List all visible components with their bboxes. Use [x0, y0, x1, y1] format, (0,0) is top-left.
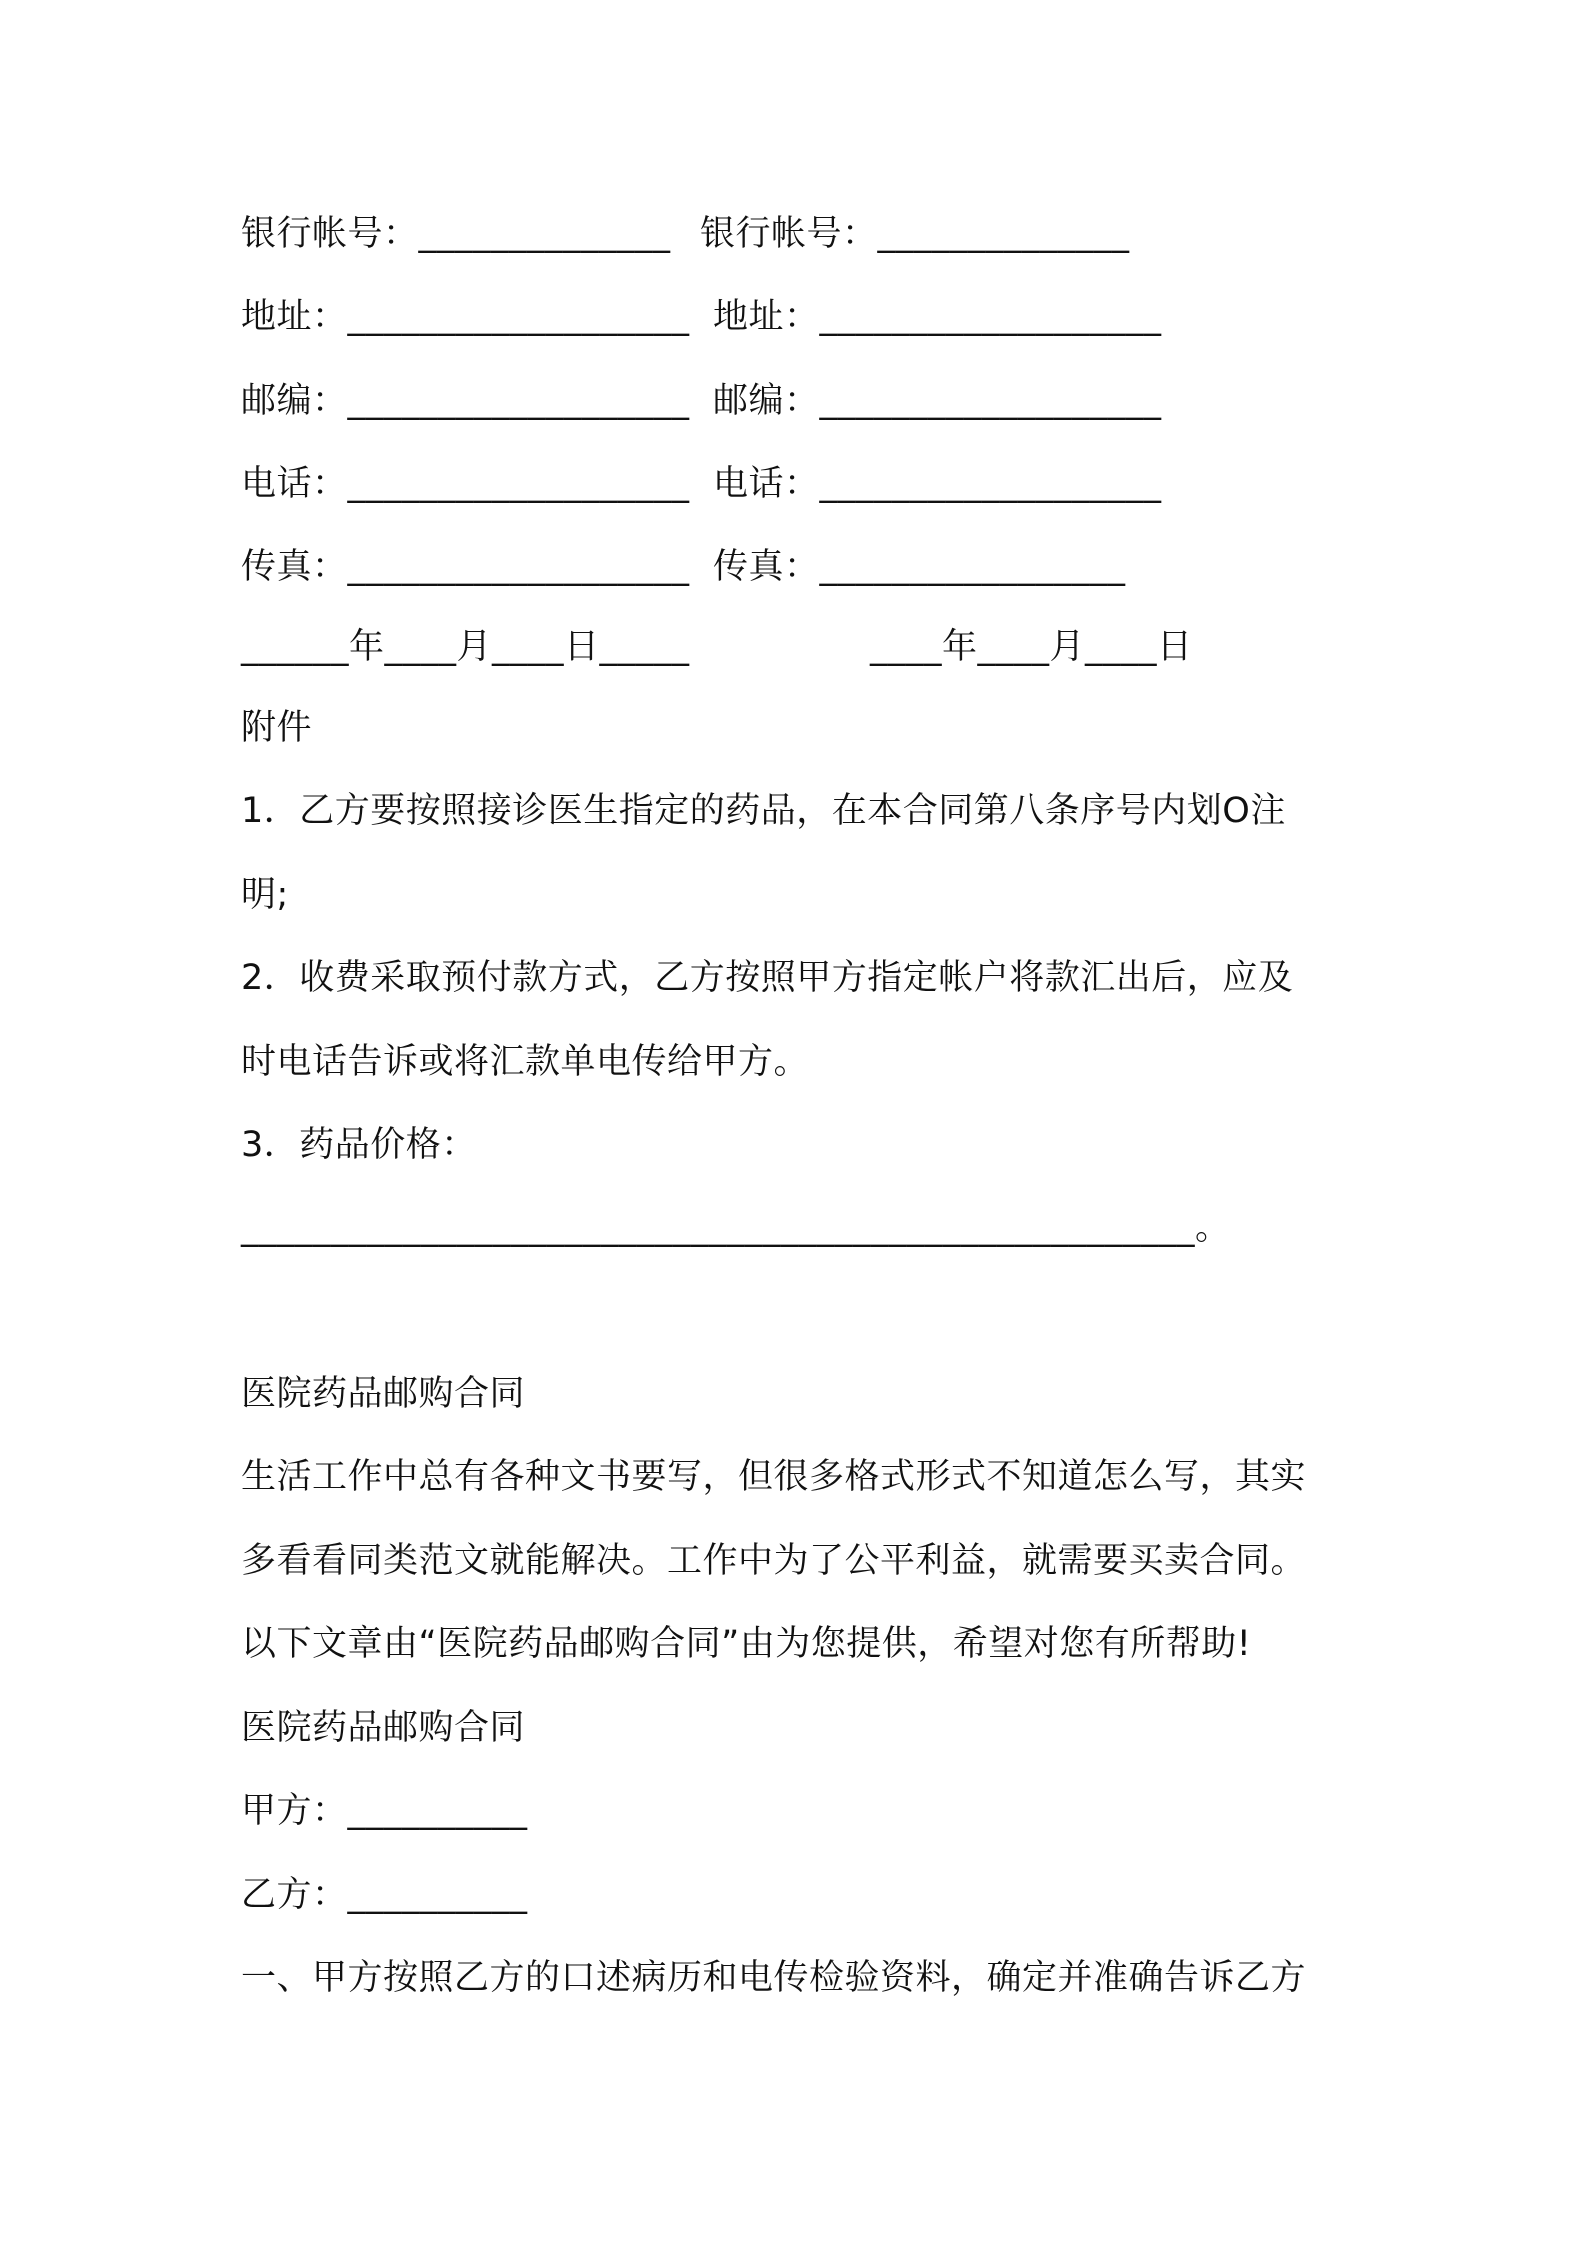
- price-blank-line: _____________________________________________________。: [241, 1208, 1231, 1248]
- phone-right: 电话：___________________: [713, 464, 1162, 504]
- clause-1-line-1: 一、甲方按照乙方的口述病历和电传检验资料，确定并准确告诉乙方: [241, 1958, 1307, 1998]
- bank-account-left: 银行帐号：______________: [241, 214, 671, 254]
- date-left: ______年____月____日_____: [241, 627, 690, 667]
- postcode-left: 邮编：___________________: [241, 381, 690, 421]
- contract-title: 医院药品邮购合同: [241, 1708, 526, 1748]
- address-right: 地址：___________________: [713, 297, 1162, 337]
- phone-left: 电话：___________________: [241, 464, 690, 504]
- party-a-line: 甲方：__________: [241, 1791, 528, 1831]
- intro-line-3: 以下文章由“医院药品邮购合同”由为您提供，希望对您有所帮助!: [241, 1624, 1252, 1664]
- party-b-line: 乙方：__________: [241, 1875, 528, 1915]
- fax-left: 传真：___________________: [241, 547, 690, 587]
- attachment-item-2-line-1: 2．收费采取预付款方式，乙方按照甲方指定帐户将款汇出后，应及: [241, 958, 1294, 998]
- postcode-right: 邮编：___________________: [713, 381, 1162, 421]
- attachment-item-3: 3．药品价格：: [241, 1125, 477, 1165]
- attachment-item-1-line-2: 明;: [241, 875, 289, 915]
- fax-right: 传真：_________________: [713, 547, 1126, 587]
- attachment-item-1-line-1: 1．乙方要按照接诊医生指定的药品，在本合同第八条序号内划O注: [241, 791, 1286, 831]
- date-right: ____年____月____日: [870, 627, 1193, 667]
- attachment-heading: 附件: [241, 708, 313, 748]
- intro-line-1: 生活工作中总有各种文书要写，但很多格式形式不知道怎么写，其实: [241, 1457, 1307, 1497]
- intro-line-2: 多看看同类范文就能解决。工作中为了公平利益，就需要买卖合同。: [241, 1541, 1307, 1581]
- address-left: 地址：___________________: [241, 297, 690, 337]
- bank-account-right: 银行帐号：______________: [700, 214, 1130, 254]
- attachment-item-2-line-2: 时电话告诉或将汇款单电传给甲方。: [241, 1042, 810, 1082]
- article-title: 医院药品邮购合同: [241, 1374, 526, 1414]
